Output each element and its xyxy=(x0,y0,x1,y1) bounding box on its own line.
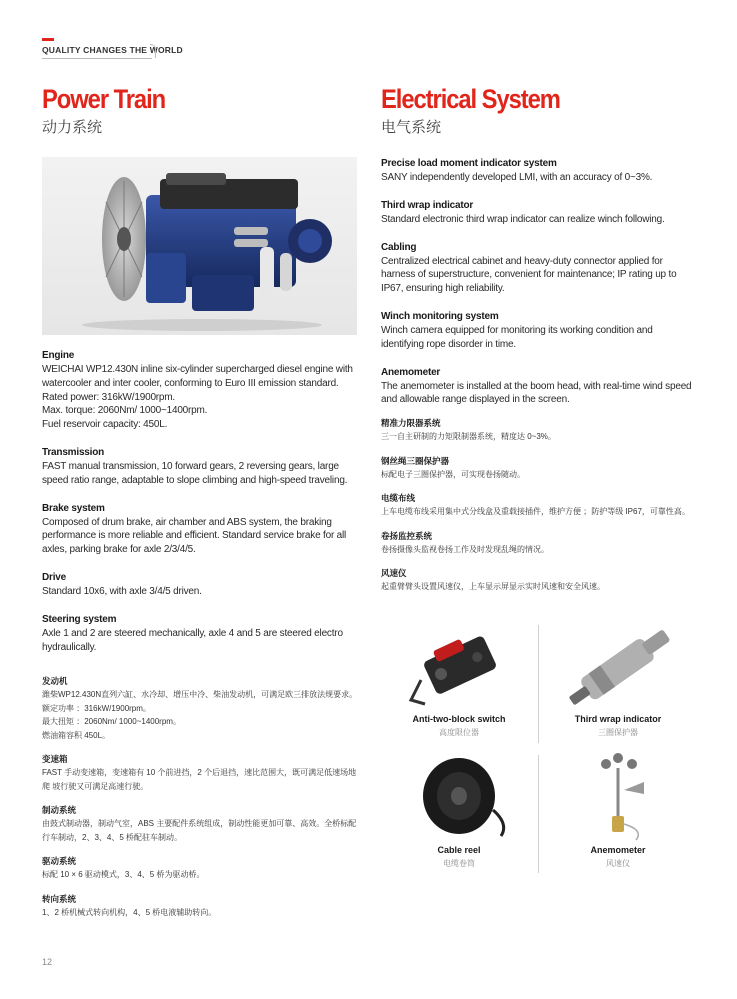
spec-heading: Precise load moment indicator system xyxy=(381,158,557,169)
spec-item xyxy=(381,492,697,519)
spec-item xyxy=(42,446,358,488)
spec-text: 由鼓式制动器，制动气室，ABS 主要配件系统组成，制动性能更加可靠、高效。全桥标配行车制动，2、3、4、5 桥配驻车制动。 xyxy=(42,819,357,842)
engine-photo xyxy=(42,157,357,335)
spec-item xyxy=(381,199,697,227)
spec-item xyxy=(42,675,358,742)
spec-heading: 钢丝绳三圈保护器 xyxy=(381,455,450,466)
power-train-title: Power Train xyxy=(42,84,166,114)
tagline-corner xyxy=(150,44,156,58)
spec-item xyxy=(381,310,697,352)
spec-item xyxy=(42,753,358,793)
spec-heading: Cabling xyxy=(381,241,417,253)
spec-text: Axle 1 and 2 are steered mechanically, axle 4 and 5 are steered electro hydraulically. xyxy=(42,627,343,653)
spec-text: The anemometer is installed at the boom head, with real-time wind speed and allowable range displayed in the screen. xyxy=(381,380,692,406)
page-number: 12 xyxy=(42,957,53,967)
caption-anemometer: Anemometer xyxy=(590,845,646,855)
spec-item xyxy=(42,613,358,655)
spec-item xyxy=(42,349,358,432)
power-train-en-list xyxy=(42,349,358,668)
spec-heading: 风速仪 xyxy=(381,568,407,578)
caption-cable-reel: Cable reel xyxy=(437,845,481,855)
tagline-underline xyxy=(42,58,152,59)
spec-text: Standard electronic third wrap indicator can realize winch following. xyxy=(381,213,665,225)
spec-text: 标配 10 × 6 驱动模式，3、4、5 桥为驱动桥。 xyxy=(42,870,205,879)
spec-text: Winch camera equipped for monitoring its working condition and identifying rope disorder in time. xyxy=(381,324,653,350)
spec-text: Fuel reservoir capacity: 450L. xyxy=(42,419,168,431)
spec-text: 三一自主研制的力矩限制器系统，精度达 0~3%。 xyxy=(381,432,556,441)
spec-heading: Anemometer xyxy=(381,366,441,378)
spec-heading: 电缆布线 xyxy=(381,493,416,503)
spec-item xyxy=(42,804,358,844)
spec-heading: 变速箱 xyxy=(42,754,68,764)
spec-text: Standard 10x6, with axle 3/4/5 driven. xyxy=(42,585,202,597)
spec-text: FAST manual transmission, 10 forward gears, 2 reversing gears, large speed ratio range, adaptable to slope climbing and high-speed traveling. xyxy=(42,460,348,486)
spec-text: 标配电子三圈保护器，可实现卷扬随动。 xyxy=(381,469,525,479)
spec-text: WEICHAI WP12.430N inline six-cylinder supercharged diesel engine with watercooler and inter cooler, conforming to Euro III emission standard. xyxy=(42,364,353,389)
spec-text: 燃油箱容积 450L。 xyxy=(42,730,111,740)
power-train-title-zh: 动力系统 xyxy=(42,119,103,136)
spec-heading: Transmission xyxy=(42,446,105,458)
spec-text: 卷扬摄像头监视卷扬工作及时发现乱绳的情况。 xyxy=(381,544,549,554)
spec-heading: Brake system xyxy=(42,502,105,514)
spec-text: SANY independently developed LMI, with an accuracy of 0~3%. xyxy=(381,172,653,183)
spec-heading: 卷扬监控系统 xyxy=(381,530,433,541)
spec-text: Composed of drum brake, air chamber and ABS system, the braking performance is more reliable and efficient. Standard service brake for all axles, parking brake for axle 2/3/4/5. xyxy=(42,516,347,556)
spec-heading: Engine xyxy=(42,350,75,361)
spec-heading: 精准力限器系统 xyxy=(381,418,441,428)
power-train-zh-list xyxy=(42,675,358,930)
spec-item xyxy=(381,417,697,444)
spec-text: Rated power: 316kW/1900rpm. xyxy=(42,391,176,403)
caption-third-wrap-indicator-zh: 三圈保护器 xyxy=(598,728,638,737)
spec-heading: 转向系统 xyxy=(42,893,77,904)
spec-item xyxy=(381,241,697,296)
anemometer-photo xyxy=(540,750,696,874)
caption-cable-reel-zh: 电缆卷筒 xyxy=(443,859,475,868)
spec-text: 1、2 桥机械式转向机构，4、5 桥电液辅助转向。 xyxy=(42,907,217,917)
brand-accent-bar xyxy=(42,38,54,41)
tagline: QUALITY CHANGES THE WORLD xyxy=(42,45,183,55)
anti-two-block-switch-photo xyxy=(381,620,537,744)
spec-item xyxy=(381,567,697,594)
spec-heading: Drive xyxy=(42,571,67,583)
spec-item xyxy=(42,855,358,882)
spec-item xyxy=(381,157,697,185)
caption-anemometer-zh: 风速仪 xyxy=(606,859,630,868)
spec-heading: Steering system xyxy=(42,613,117,625)
gallery-divider xyxy=(538,625,539,743)
spec-text: 额定功率 ：316kW/1900rpm。 xyxy=(42,703,151,713)
gallery-divider xyxy=(538,755,539,873)
spec-text: 潍柴WP12.430N直列六缸、水冷却、增压中冷、柴油发动机，可满足欧三排放法规要求。 xyxy=(42,690,358,699)
spec-text: 上车电缆布线采用集中式分线盒及重载接插件，维护方便 ；防护等级 IP67，可靠性高。 xyxy=(381,507,690,516)
spec-heading: Third wrap indicator xyxy=(381,199,474,211)
electrical-zh-list xyxy=(381,417,697,605)
spec-item xyxy=(381,366,697,408)
cable-reel-photo xyxy=(381,750,537,874)
electrical-en-list xyxy=(381,157,697,421)
engine-illustration xyxy=(42,157,357,335)
spec-text: Max. torque: 2060Nm/ 1000~1400rpm. xyxy=(42,405,208,417)
caption-anti-two-block-switch: Anti-two-block switch xyxy=(412,714,506,724)
spec-text: 最大扭矩 ：2060Nm/ 1000~1400rpm。 xyxy=(42,717,181,726)
spec-text: FAST 手动变速箱，变速箱有 10 个前进挡，2 个后退挡，速比范围大，既可满足低速场地爬 坡行驶又可满足高速行驶。 xyxy=(42,768,357,791)
spec-heading: 驱动系统 xyxy=(42,856,77,866)
spec-item xyxy=(42,571,358,599)
spec-item xyxy=(42,502,358,557)
spec-text: 起重臂臂头设置风速仪，上车显示屏显示实时风速和安全风速。 xyxy=(381,582,605,591)
spec-heading: 发动机 xyxy=(42,676,68,686)
spec-heading: Winch monitoring system xyxy=(381,310,499,322)
electrical-title-zh: 电气系统 xyxy=(381,119,442,136)
electrical-title: Electrical System xyxy=(381,84,560,114)
caption-third-wrap-indicator: Third wrap indicator xyxy=(574,714,662,724)
third-wrap-indicator-photo xyxy=(540,620,696,744)
spec-item xyxy=(42,893,358,920)
spec-item xyxy=(381,455,697,482)
spec-text: Centralized electrical cabinet and heavy-duty connector applied for harness of superstructure, convenient for maintenance; IP rating up to IP67, ensuring high reliability. xyxy=(381,255,677,295)
caption-anti-two-block-switch-zh: 高度限位器 xyxy=(439,728,479,737)
spec-heading: 制动系统 xyxy=(42,805,77,815)
spec-item xyxy=(381,530,697,557)
